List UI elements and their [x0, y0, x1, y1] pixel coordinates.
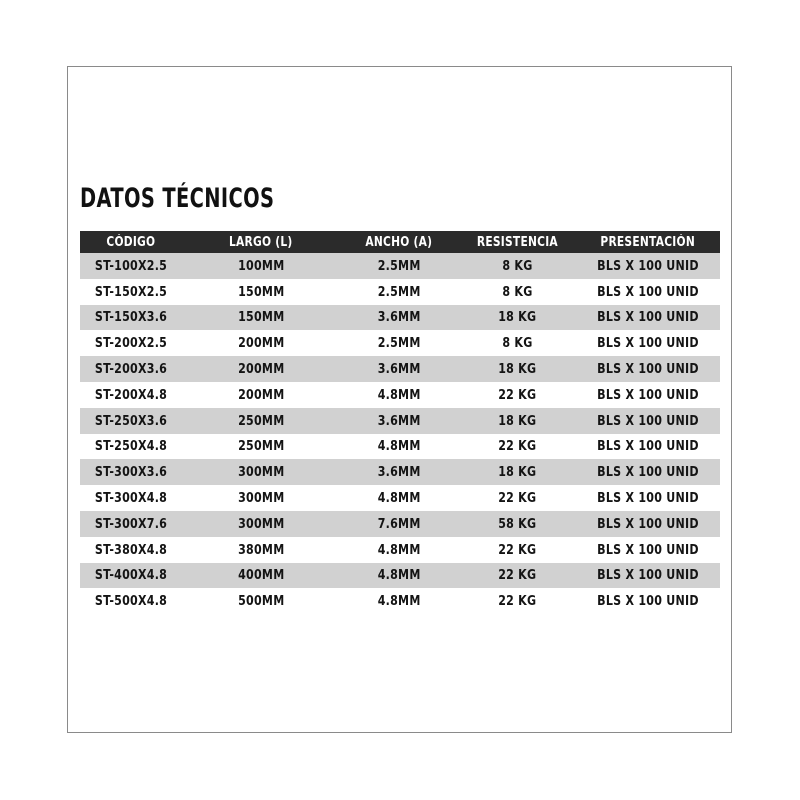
cell-presentacion: BLS X 100 UNID — [576, 511, 720, 537]
cell-ancho: 4.8MM — [340, 563, 458, 589]
cell-resistencia: 8 KG — [458, 253, 576, 279]
table-row — [80, 537, 720, 563]
header-ancho: ANCHO (A) — [340, 231, 458, 253]
cell-presentacion: BLS X 100 UNID — [576, 305, 720, 331]
cell-ancho: 3.6MM — [340, 459, 458, 485]
cell-ancho: 4.8MM — [340, 485, 458, 511]
cell-resistencia: 8 KG — [458, 330, 576, 356]
cell-largo: 300MM — [182, 511, 340, 537]
table-body — [80, 253, 720, 614]
cell-presentacion: BLS X 100 UNID — [576, 588, 720, 614]
cell-codigo: ST-400X4.8 — [80, 563, 182, 589]
cell-presentacion: BLS X 100 UNID — [576, 408, 720, 434]
header-largo: LARGO (L) — [182, 231, 340, 253]
table-header-row — [80, 231, 720, 253]
cell-presentacion: BLS X 100 UNID — [576, 356, 720, 382]
cell-resistencia: 22 KG — [458, 485, 576, 511]
technical-data-table — [80, 231, 720, 614]
table-row — [80, 563, 720, 589]
table-row — [80, 408, 720, 434]
table-row — [80, 279, 720, 305]
cell-resistencia: 18 KG — [458, 459, 576, 485]
cell-ancho: 3.6MM — [340, 408, 458, 434]
cell-presentacion: BLS X 100 UNID — [576, 279, 720, 305]
page-title: DATOS TÉCNICOS — [80, 183, 275, 214]
cell-presentacion: BLS X 100 UNID — [576, 330, 720, 356]
cell-largo: 200MM — [182, 356, 340, 382]
cell-codigo: ST-250X3.6 — [80, 408, 182, 434]
cell-resistencia: 22 KG — [458, 537, 576, 563]
cell-resistencia: 18 KG — [458, 305, 576, 331]
cell-resistencia: 22 KG — [458, 382, 576, 408]
cell-codigo: ST-150X2.5 — [80, 279, 182, 305]
cell-resistencia: 22 KG — [458, 588, 576, 614]
cell-resistencia: 18 KG — [458, 356, 576, 382]
cell-codigo: ST-200X2.5 — [80, 330, 182, 356]
cell-largo: 150MM — [182, 305, 340, 331]
cell-presentacion: BLS X 100 UNID — [576, 253, 720, 279]
cell-ancho: 3.6MM — [340, 305, 458, 331]
cell-largo: 300MM — [182, 485, 340, 511]
header-presentacion: PRESENTACIÓN — [576, 231, 720, 253]
cell-largo: 380MM — [182, 537, 340, 563]
cell-codigo: ST-100X2.5 — [80, 253, 182, 279]
cell-largo: 300MM — [182, 459, 340, 485]
cell-resistencia: 22 KG — [458, 563, 576, 589]
table-row — [80, 253, 720, 279]
cell-largo: 250MM — [182, 408, 340, 434]
header-resistencia: RESISTENCIA — [458, 231, 576, 253]
table-row — [80, 434, 720, 460]
table-row — [80, 330, 720, 356]
cell-ancho: 7.6MM — [340, 511, 458, 537]
cell-resistencia: 18 KG — [458, 408, 576, 434]
cell-codigo: ST-300X4.8 — [80, 485, 182, 511]
cell-codigo: ST-380X4.8 — [80, 537, 182, 563]
header-codigo: CÓDIGO — [80, 231, 182, 253]
cell-codigo: ST-200X4.8 — [80, 382, 182, 408]
table-row — [80, 382, 720, 408]
cell-largo: 100MM — [182, 253, 340, 279]
cell-presentacion: BLS X 100 UNID — [576, 434, 720, 460]
cell-ancho: 2.5MM — [340, 253, 458, 279]
cell-presentacion: BLS X 100 UNID — [576, 485, 720, 511]
cell-resistencia: 58 KG — [458, 511, 576, 537]
cell-largo: 200MM — [182, 382, 340, 408]
cell-largo: 150MM — [182, 279, 340, 305]
table-row — [80, 356, 720, 382]
cell-presentacion: BLS X 100 UNID — [576, 563, 720, 589]
cell-ancho: 2.5MM — [340, 330, 458, 356]
table-row — [80, 511, 720, 537]
cell-ancho: 4.8MM — [340, 588, 458, 614]
cell-ancho: 3.6MM — [340, 356, 458, 382]
cell-codigo: ST-300X3.6 — [80, 459, 182, 485]
cell-presentacion: BLS X 100 UNID — [576, 537, 720, 563]
table-row — [80, 588, 720, 614]
cell-resistencia: 22 KG — [458, 434, 576, 460]
cell-ancho: 2.5MM — [340, 279, 458, 305]
cell-largo: 200MM — [182, 330, 340, 356]
cell-codigo: ST-500X4.8 — [80, 588, 182, 614]
cell-largo: 250MM — [182, 434, 340, 460]
cell-ancho: 4.8MM — [340, 537, 458, 563]
cell-largo: 400MM — [182, 563, 340, 589]
cell-codigo: ST-200X3.6 — [80, 356, 182, 382]
table-row — [80, 459, 720, 485]
cell-codigo: ST-250X4.8 — [80, 434, 182, 460]
table-row — [80, 305, 720, 331]
cell-presentacion: BLS X 100 UNID — [576, 382, 720, 408]
cell-codigo: ST-300X7.6 — [80, 511, 182, 537]
cell-largo: 500MM — [182, 588, 340, 614]
cell-resistencia: 8 KG — [458, 279, 576, 305]
cell-ancho: 4.8MM — [340, 382, 458, 408]
cell-codigo: ST-150X3.6 — [80, 305, 182, 331]
table-row — [80, 485, 720, 511]
cell-ancho: 4.8MM — [340, 434, 458, 460]
cell-presentacion: BLS X 100 UNID — [576, 459, 720, 485]
